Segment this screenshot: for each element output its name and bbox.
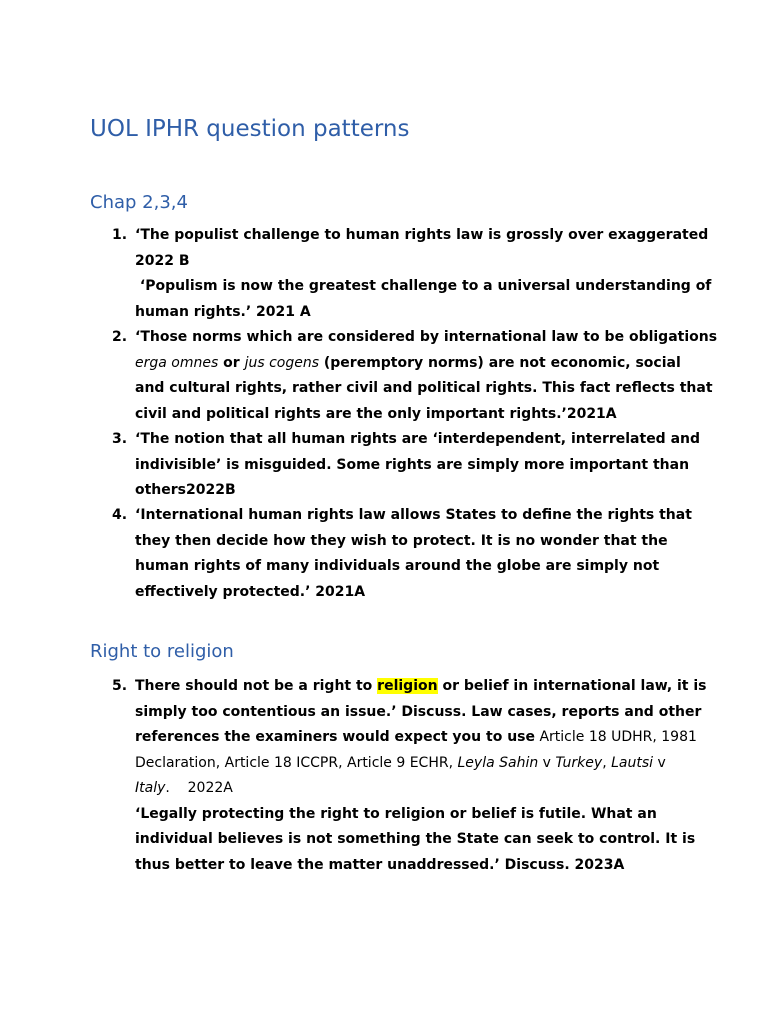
- question-text-line: ‘International human rights law allows States to define the rights that: [135, 507, 692, 523]
- question-text-line: [135, 351, 680, 377]
- list-item-q2: [112, 325, 718, 427]
- question-text-line: ‘The populist challenge to human rights law is grossly over exaggerated: [135, 227, 709, 243]
- question-text-line: indivisible’ is misguided. Some rights are simply more important than: [135, 456, 690, 473]
- reference-text: v: [653, 754, 666, 771]
- question-text-line: [135, 674, 707, 700]
- list-item-q4: [112, 503, 692, 605]
- list-number: 4.: [112, 507, 128, 523]
- section-heading-religion: Right to religion: [90, 641, 234, 662]
- question-text-line: [135, 751, 680, 777]
- question-text-line: and cultural rights, rather civil and political rights. This fact reflects that: [135, 380, 713, 396]
- case-name: Italy: [135, 780, 166, 796]
- question-text-line: ‘Those norms which are considered by international law to be obligations: [135, 329, 718, 345]
- section-heading-chap: Chap 2,3,4: [90, 192, 188, 213]
- list-item-q5: [112, 674, 707, 878]
- case-name: Turkey: [555, 754, 603, 771]
- question-text-line: they then decide how they wish to protect. It is no wonder that the: [135, 532, 668, 549]
- question-text-line: [135, 725, 697, 751]
- case-name: Leyla Sahin: [457, 754, 539, 771]
- inline-text: references the examiners would expect you to use: [135, 729, 535, 745]
- list-number: 5.: [112, 678, 128, 694]
- latin-term: jus cogens: [244, 354, 319, 371]
- case-name: Lautsi: [611, 754, 654, 771]
- question-text-line: [135, 776, 680, 802]
- reference-text: Article 18 UDHR, 1981: [535, 729, 697, 745]
- highlighted-text: religion: [377, 678, 438, 694]
- latin-term: erga omnes: [135, 354, 219, 371]
- inline-text: There should not be a right to: [135, 678, 378, 694]
- inline-text: or belief in international law, it is: [437, 678, 707, 694]
- list-number: 3.: [112, 431, 128, 447]
- question-text-line: effectively protected.’ 2021A: [135, 583, 366, 600]
- list-item-q1: [112, 223, 712, 325]
- question-text-line: others2022B: [135, 482, 236, 498]
- question-text-line: 2022 B: [135, 252, 190, 269]
- list-number: 2.: [112, 329, 128, 345]
- reference-text: ,: [602, 754, 612, 771]
- reference-text: Declaration, Article 18 ICCPR, Article 9 ECHR,: [135, 754, 458, 771]
- question-text-line: human rights.’ 2021 A: [135, 303, 311, 320]
- reference-text: . 2022A: [165, 780, 233, 796]
- question-text-line: individual believes is not something the State can seek to control. It is: [135, 831, 696, 847]
- question-text-line: human rights of many individuals around the globe are simply not: [135, 558, 660, 574]
- inline-text: or: [218, 354, 245, 371]
- reference-text: v: [538, 754, 556, 771]
- page-title: UOL IPHR question patterns: [90, 116, 410, 142]
- question-text-line: civil and political rights are the only important rights.’2021A: [135, 405, 617, 422]
- question-text-line: thus better to leave the matter unaddressed.’ Discuss. 2023A: [135, 856, 625, 873]
- inline-text: (peremptory norms) are not economic, social: [319, 354, 681, 371]
- question-text-line: ‘The notion that all human rights are ‘interdependent, interrelated and: [135, 431, 701, 447]
- question-text-line: simply too contentious an issue.’ Discuss. Law cases, reports and other: [135, 703, 702, 720]
- list-number: 1.: [112, 227, 128, 243]
- question-text-line: ‘Populism is now the greatest challenge to a universal understanding of: [135, 278, 712, 294]
- question-text-line: ‘Legally protecting the right to religion or belief is futile. What an: [135, 805, 657, 822]
- list-item-q3: [112, 427, 701, 504]
